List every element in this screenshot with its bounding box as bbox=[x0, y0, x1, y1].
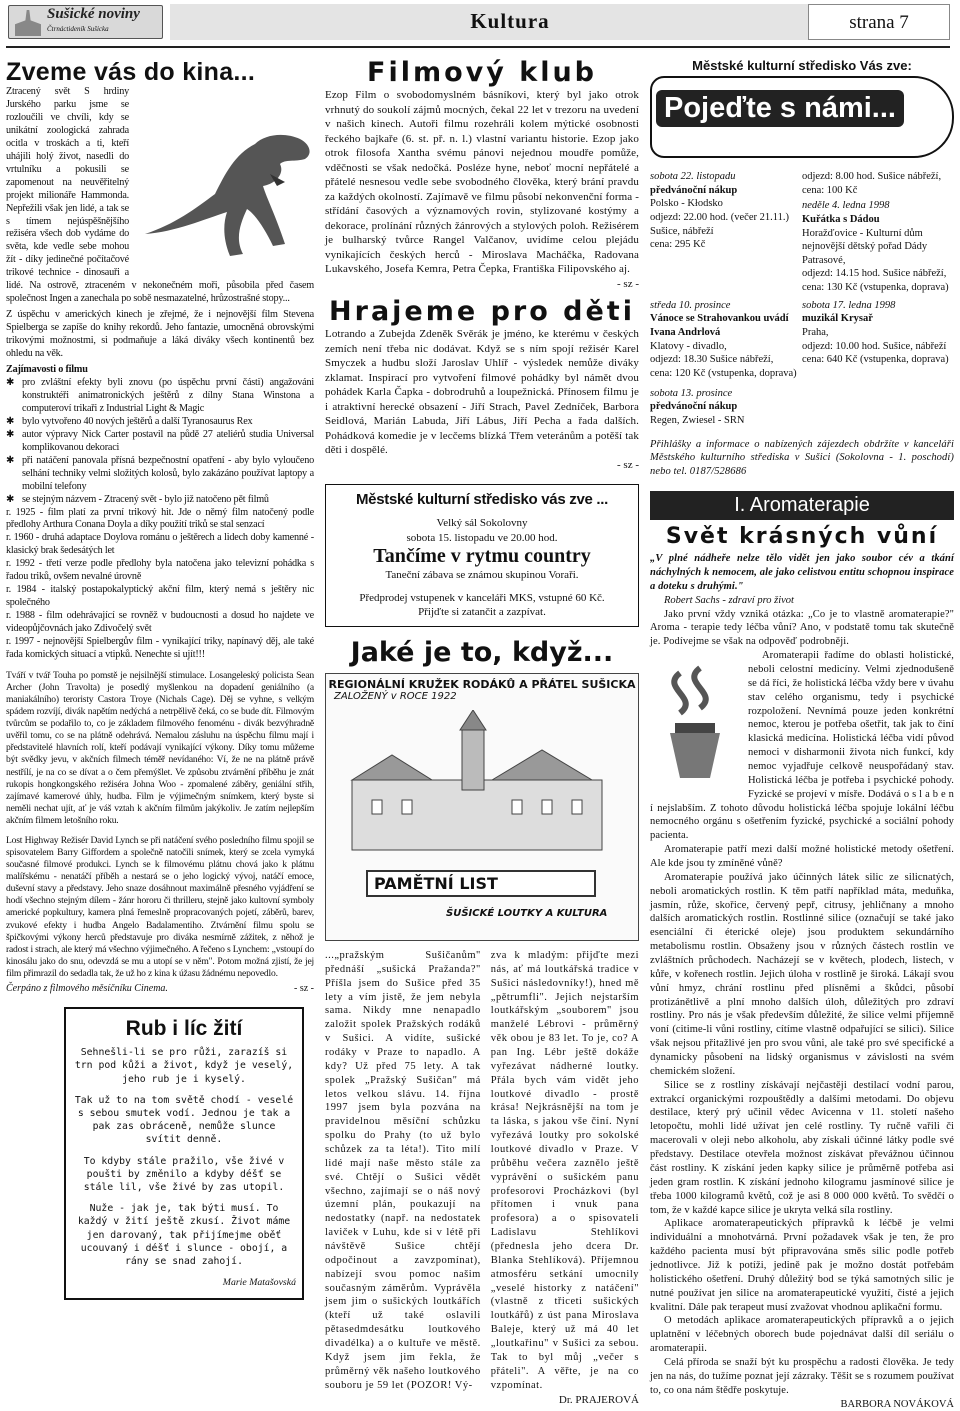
stamp-year: ZALOŽENÝ v ROCE 1922 bbox=[334, 690, 457, 702]
trip-date: sobota 17. ledna 1998 bbox=[802, 299, 896, 311]
trip-departure: odjezd: 8.00 hod. Sušice nábřeží, bbox=[802, 171, 942, 182]
poem-box bbox=[64, 1007, 304, 1300]
list-item: ✱ při natáčení panovala přísná bezpečnostní opatření - aby bylo vyloučeno selhání techniky velmi složitých kolosů, bylo zakázáno používat laptopy a mobilní telefony bbox=[6, 455, 314, 494]
trip-title: muzikál Krysař bbox=[802, 313, 873, 325]
trips-heading: Městské kulturní středisko Vás zve: bbox=[692, 58, 912, 73]
author-sign: - sz - bbox=[617, 277, 639, 290]
trip-title: Kuřátka s Dádou bbox=[802, 213, 880, 225]
column-trips bbox=[650, 58, 954, 1411]
list-item: r. 1992 - třetí verze podle předlohy byla natočena jako televizní pohádka s řadou triků, ovšem nevalné úrovně bbox=[6, 558, 314, 583]
ezop-text: Ezop Film o svobodomyslném básníkovi, který byl jako otrok vrhnutý do soukolí zájmů mocných, čekal 22 let v trezoru na uvedení v našich kinech. Autoři filmu rozehráli kolem mýtické osobnosti řeckého bajkaře (6. st. př. n. l.) vlastní variantu historie. Ezop jako otrok filosofa Xantha svému pánovi nejednou moudře pomůže, vděčnosti se však nedočká. Posléze hyne, neboť mocní nepřátelé a přátelé nesnesou vedle sebe svobodného člověka, který brání pravdu za každých okolností. Zajímavě ve filmu působí nekonvenční forma - střídání časových a významových rovin, stylizované kostýmy a dekorace, prolínání různých žánrových a stylových poloh. Režisérem je bulharský tvůrce Rangel Valčanov, uvidíme celou plejádu vynikajících českých herců - Miroslava Macháčka, Radovana Lukavského, Josefa Kemra, Petra Čepka, Františka Filipovského aj. bbox=[325, 89, 639, 276]
poem-stanza: To kdyby stále pražilo, vše živé v poušti by změnilo a kdyby déšť se stále lil, vše živé by zas utopil. bbox=[83, 1155, 285, 1194]
venue: Velký sál Sokolovny bbox=[436, 517, 528, 530]
list-item: r. 1925 - film platí za první trikový hit. Jde o němý film natočený podle předlohy Arthura Conana Doyla a díky použití triků se stal senzací bbox=[6, 506, 314, 531]
trip-price: cena: 295 Kč bbox=[650, 239, 706, 251]
quote-source: Robert Sachs - zdraví pro život bbox=[664, 594, 794, 606]
dinosaur-illustration bbox=[135, 114, 320, 264]
newspaper-logo bbox=[8, 5, 163, 39]
trip-departure: odjezd: 18.30 Sušice nábřeží, bbox=[650, 354, 774, 366]
list-item: ✱ autor výpravy Nick Carter postavil na půdě 27 ateliérů studia Universal komplikovanou dekoraci bbox=[6, 429, 314, 455]
trip-date: sobota 22. listopadu bbox=[650, 171, 736, 182]
mks-event-box bbox=[325, 484, 639, 627]
trip-place: Regen, Zwiesel - SRN bbox=[650, 414, 745, 426]
aroma-text: Aromaterapie používá jako účinných látek silic ze silicnatých, neboli aromatických rostlin. K těm patří například máta, meduňka, jasmín, růže, skořice, červený pepř, citrusy, jehličnany a mnoho dalších aromatických rostlin. Rostlinné silice (označují se také jako esenciální či éterické oleje) jsou produktem sekundárního metabolismu rostlin. Obsaženy jsou v různých částech rostlin ve zvláštních průchodech. Nacházejí se v květech, plodech, listech, v kůře, v kořenech rostlin. Jejich úloha v rostlině je široká. Lákají svou vůní hmyz, chrání rostlinu před plísněmi a škůdci, působí protizánětlivě a plní mnoho dalších úloh, důležitých pro zdraví rostliny. Pro nás je však především důležité, že silice velmi příjemně voní (citime-li vůni rostliny, cítíme vlastně odpařující se silici). Silice však nejsou přitažlivé jen pro svou vůni, ale také pro své specifické a dynamicky působení na lidský organismus v závislosti na svém chemickém složení. bbox=[650, 871, 954, 1077]
lost-world-text: Ztracený svět S hrdiny Jurského parku jsme se rozloučili ve chvíli, kdy se unikátní zoologická zahrada ocitla v troskách a ti, kteří uhájili holý život, nasedli do vrtulníku a pokusili se zapomenout na neuvěřitelný projekt milionáře Hammonda. Nepřežili však jen lidé, a tak se s tímem nejúspěšnějšího režiséra všech dob vydáme do světa, kde vedle sebe mohou žít - díky jedinečné počítačové trikové technice - dinosauři a lidé. Na ostrově, ztraceném v nekonečném moři, působila před časem společnost Ingen a zanechala po sobě nesmazatelné, hrůzostrašné stopy... bbox=[6, 86, 314, 305]
section-title: Kultura bbox=[470, 9, 550, 33]
trip-performer: Ivana Andrlová bbox=[650, 327, 721, 339]
church-icon bbox=[15, 10, 41, 36]
lotrando-text: Lotrando a Zubejda Zdeněk Svěrák je jméno, ke kterému v českých zemích není třeba nic dodávat. Když se s ním spojí režisér Karel Smyczek a hudbu složí Jaroslav Uhlíř - výsledek nemůže diváky zklamat. Inspirací pro vytvoření filmové pohádky byl námět dvou pohádek Karla Čapka - dobrodruhů a loupežnická. Přínosem filmu je i atraktivní herecké obsazení - Jiří Strach, Pavel Zedníček, Barbora Seidlová, Marián Labuda, Jiří Lábus, Jiří Pecha a řada dalších. Pohádková komedie je v lecčems blízká Třem veteránům a potěší tak děti i dospělé. bbox=[325, 328, 639, 457]
trip-stop: Sušice, nábřeží bbox=[650, 225, 714, 237]
list-item: r. 1960 - druhá adaptace Doylova románu o ještěrech a lidech doby kamenné - klasický brak šedesátých let bbox=[6, 532, 314, 557]
article-right: zva k mladým: přijďte mezi nás, ať má loutkářská tradice v Sušici následovníky!), hned mě „pětrumfli". Jejich nejstarším loutkářským „souborem" jsou manželé Lébrovi - průměrný věk obou je 83 let. To je, co? A pan Ing. Lébr ještě dokáže vyřezávat nádherné loutky. Přála bych vám vidět jeho loutkové divadlo - prostě krása! Nejkrásnější na tom je ta láska, s jakou vše činí. Nyní vyřezává loutky pro sokolské loutkové divadlo v Praze. V průběhu večera zaznělo ještě vyprávění o sušickém panu profesorovi Procházkovi (byl přítomen i vnuk pana profesora) a o spisovateli Ladislavu Stehlíkovi (přednesla jeho dcera Dr. Blanka Stehlíková). Příjemnou atmosféru setkání umocnily „veselé historky z natáčení" (vlastně z třiceti sušických loutkářů) z úst pana Miroslava Baleje, který už má 40 let „loutkařinu" v Sušici za sebou. Tak to byl můj „večer s přáteli". A věřte, je na co vzpomínat. bbox=[490, 949, 639, 1391]
list-item: ✱ se stejným názvem - Ztracený svět - bylo již natočeno pět filmů bbox=[6, 494, 314, 507]
event-date: sobota 15. listopadu ve 20.00 hod. bbox=[406, 531, 558, 544]
author-sign: - sz - bbox=[617, 458, 639, 471]
event-desc: Taneční zábava se známou skupinou Voraři. bbox=[385, 569, 579, 582]
source-note: Čerpáno z filmového měsíčníku Cinema. bbox=[6, 982, 168, 994]
trip-title: předvánoční nákup bbox=[650, 184, 738, 196]
header-rule bbox=[6, 46, 950, 48]
mks-heading: Městské kulturní středisko vás zve ... bbox=[355, 491, 609, 509]
trip-place: Horažďovice - Kulturní dům bbox=[802, 227, 923, 239]
list-item: r. 1997 - nejnovější Spielbergův film - vynikající triky, napínavý děj, ale také řada komických situací a vtipků. Nenechte si ujít!!! bbox=[6, 636, 314, 660]
list-item: ✱ bylo vytvořeno 40 nových ještěrů a další Tyranosaurus Rex bbox=[6, 416, 314, 429]
poem-title: Rub i líc žití bbox=[125, 1017, 243, 1041]
kids-title: Hrajeme pro děti bbox=[329, 296, 635, 328]
aroma-title: Svět krásných vůní bbox=[665, 524, 939, 550]
logo-subtitle: Čtrnáctideník Sušicka bbox=[47, 25, 109, 33]
aroma-text: Silice se z rostliny získávají nejčastěji destilací vodní parou, extrakcí organickými rozpouštědly a dalšími metodami. Do objevu destilace, který prý učinil vědec Avicenna v 11. století našeho letopočtu, mohli lidé užívat jen celé rostliny. Ty ručně vařili či macerovali v oleji nebo alkoholu, aby získali účinné látky podle své představy. Destilace otevřela možnost získávat převážnou účinnou část rostliny. K získání jeden kapky silice je průměrně potřeba asi jeden gram rostlin. K získání jednoho kilogramu jasmínové silice je třeba 1000 kilogramů květů, což je asi 8 000 000 květů. To svědčí o tom, že v každé kapce silice je ukryta velká síla rostliny. bbox=[650, 1079, 954, 1216]
trip-price: cena: 130 Kč (vstupenka, doprava) bbox=[802, 282, 949, 294]
trip-departure: odjezd: 14.15 hod. Sušice nábřeží, bbox=[802, 268, 947, 280]
stamp-title: PAMĚTNÍ LIST bbox=[366, 870, 596, 897]
trip-departure: odjezd: 10.00 hod. Sušice, nábřeží bbox=[802, 340, 947, 352]
face-off-text: Tváří v tvář Touha po pomstě je nejsilnější stimulace. Losangeleský policista Sean Archer (John Travolta) je posedlý myšlenkou na dopadení geniálního (a maniakálního) teroristy Castora Troye (Nichals Cage). Děj se vyhne, s velkým spádem rozvíjí, divák napětím nedýchá a netrpělivě čeká, co se bude dít. Filmovým tvůrcům se podařilo to, co je základem filmového fenoménu - divák bezvýhradně uvěřil tomu, co se na plátně odehrává. Nemalou zásluhu na úspěchu filmu mají i představitelé hlavních rolí, kteří podávají vynikající výkony. Díky tomu můžeme být svědky jevu, v akčních filmech téměř nevídaného: Ví, že ne na plátně právě nestřílí, je na co se dívat a o čem přemýšlet. Ve způsobu ztvárnění příběhu je znát rukopis hongkongského režiséra Johna Woo - zpomalené záběry, geniální střih, zajímavé kamerové úhly, hudba. Film je výjimečným snímkem, který byste si neměli nechat ujít, ať je váš vztah k akčním filmům jakýkoliv. Je zatím nejlepším akčním filmem letošního roku. bbox=[6, 669, 314, 826]
aroma-quote: „V plné nádheře nelze tělo vidět jen jako soubor cév a tkání náchylných k nemocem, ale jako celistvou entitu schopnou inspirace a doteku s druhými." bbox=[650, 553, 954, 592]
trips-note: Přihlášky a informace o nabízených zájezdech obdržíte v kanceláři Městského kulturního střediska v Sušici (Sokolovna - 1. poschodí) nebo tel. 0187/528686 bbox=[650, 438, 954, 478]
poem-stanza: Tak už to na tom světě chodí - veselé s sebou smutek vodí. Jednou je tak a pak zas obráceně, nemůže slunce svítit denně. bbox=[74, 1094, 294, 1146]
trip-date: neděle 4. ledna 1998 bbox=[802, 200, 890, 212]
trip-price: cena: 100 Kč bbox=[802, 184, 858, 196]
what-is-it-title: Jaké je to, když... bbox=[350, 636, 614, 668]
facts-heading: Zajímavosti o filmu bbox=[6, 364, 88, 376]
author-sign: Dr. PRAJEROVÁ bbox=[558, 1394, 639, 1407]
aroma-text: Jako první vždy vzniká otázka: „Co je to vlastně aromaterapie?" Aroma - terapie tedy léčba vůní? Ano, v podstatě tomu tak skutečně je. Podívejme se však na odpověď podrobněji. bbox=[650, 608, 954, 648]
column-film-club bbox=[325, 58, 639, 1408]
list-item: ✱ pro zvláštní efekty byli znovu (po úspěchu první části) angažováni konstruktéři animatronických ještěrů z dílny Stana Winstona a computeroví trikaři z Industrial Light & Magic bbox=[6, 377, 314, 416]
facts-list bbox=[6, 377, 314, 507]
trip-price: cena: 640 Kč (vstupenka, doprava) bbox=[802, 354, 949, 366]
trip-place: Praha, bbox=[802, 327, 829, 339]
page-header bbox=[0, 0, 960, 44]
column-cinema bbox=[6, 58, 314, 1300]
trips-table bbox=[650, 170, 954, 428]
event-invite: Přijďte si zatančit a zazpívat. bbox=[418, 606, 546, 619]
page-number: strana 7 bbox=[808, 4, 950, 40]
film-club-title: Filmový klub bbox=[367, 57, 597, 88]
trip-place: Polsko - Kłodsko bbox=[650, 198, 723, 210]
poem-stanza: Nuže - jak je, tak býti musí. To každý v žití ještě zkusí. Život máme jen darovaný, tak přijímejme oběť ucouvaný i déšť i slunce - obojí, a rány se snad zahojí. bbox=[77, 1203, 291, 1268]
trip-place: Klatovy - divadlo, bbox=[650, 340, 727, 352]
aroma-lamp-illustration bbox=[650, 653, 740, 793]
aroma-series-heading: I. Aromaterapie bbox=[650, 491, 954, 520]
trip-title: Vánoce se Strahovankou uvádí bbox=[650, 313, 789, 325]
aroma-text: Aromaterapie patří mezi další možné holistické metody ošetření. Ale kde jsou ty zmíněné vůně? bbox=[650, 844, 954, 870]
aroma-text: Aplikace aromaterapeutických přípravků k léčbě je velmi individuální a mnohotvárná. První požadavek však je ten, že pro každého pacienta musí být připravována směs silic podle potřeb jednotlivce. Již k potíži, jedině pak je možno dostát potřebám holistického ošetření. Druhý důležitý bod se týká samotných silic je nutné používat jen silice na aromaterapeutické využití, čisté a jejich kvalitní. Dále pak terapeut musí zvažovat vhodnou aplikační formu. bbox=[650, 1218, 954, 1313]
stamp-heading: REGIONÁLNÍ KRUŽEK RODÁKŮ A PŘÁTEL SUŠICKA bbox=[328, 677, 636, 691]
lost-highway-text: Lost Highway Režisér David Lynch se při natáčení svého posledního filmu spojil se spisovatelem Barry Giffordem a společně natočili snímek, který se zcela vymyká současné filmové produkci. Lynch se k filmovému plátnu chová jako k plátnu malířskému - nenatáčí příběh a nestará se o jeho logický vývoj, natáčí emoce, duševní stavy a představy. Jeho snaze dosáhnout maximálně přesného vyjádření se hodí všechno stejným dílem - žánr hororu či thrilleru, stejně jako kultovní symboly americké popkultury, kamera plná řemeslně propracovaných pojetí, záběrů, barev, zvukové efekty i hudba Angelo Badalamentiho. Ztvárnění filmu spolu se špičkovými výkony herců představuje pro diváka nesmírně zážitek, z něhož je radost i strach, ale který má všechno výjimečného. A řečeno s Lynchem: „vstoupí do kinosálu jako do snu, odevzdá se mu a utopí se v něm". Potom možná zjistí, že jej film přimrazil do sedadla tak, že už ho z kina k úžasu žádnému nepovedlo. bbox=[6, 834, 314, 979]
article-left: ...„pražským Sušičanům" přednáší „sušická Pražanda?" Příšla jsem do Sušice před 35 lety a vím jistě, že jem nebyla sama. Nikdy mne nenapadlo založit spolek Pražských rodáků v Sušici. A vidíte, sušické rodáky v Praze to napadlo. A kdy? Už před 75 lety. A tak spolek „Pražský Sušičan" má letos velkou slávu. 14. října 1997 jsem byla pozvána na pravidelnou měsíční schůzku spolku do Prahy (to už bylo schůzek za ta léta!). Tito milí lidé mají naše město stále za své. Chtějí o Sušici vědět všechno, zajímají se o náš nový územní plán, poukazují na nedostatky (např. na nedostatek laviček v Luhu, kde si v létě při návštěvě Sušice chtějí odpočinout a zavzpomínat), nabízejí svou pomoc našim současným záměrům. Vyprávěla jsem jim o sušických loutkářích (kteří už také oslavili pětasedmdesátku loutkového divadélka) a o kultuře ve městě. Když jsem jim řekla, že průměrný věk našeho loutkového souboru je 59 let (POZOR! Vý- bbox=[325, 949, 481, 1391]
list-item: r. 1988 - film odehrávající se rovněž v budoucnosti a dosud ho najdete ve videopůjčovnách jako Zdivočelý svět bbox=[6, 610, 314, 635]
event-title: Tančíme v rytmu country bbox=[373, 545, 591, 568]
trips-banner bbox=[650, 58, 954, 162]
town-drawing bbox=[332, 710, 632, 860]
aroma-text: O metodách aplikace aromaterapeutických přípravků a o jejich uplatnění v léčebných oborech bude pojednávat další díl seriálu o aromaterapii. bbox=[650, 1315, 954, 1355]
list-item: r. 1984 - italský postapokalyptický akční film, který nemá s ještěry nic společného bbox=[6, 584, 314, 609]
poem-stanza: Sehnešli-li se pro růži, zarazíš si trn pod kůži a život, když je veselý, jeho rub je i kyselý. bbox=[74, 1047, 294, 1085]
trip-title: předvánoční nákup bbox=[650, 401, 738, 413]
stamp-subtitle: ŠUŠICKÉ LOUTKY A KULTURA bbox=[446, 907, 608, 919]
trip-date: sobota 13. prosince bbox=[650, 387, 733, 399]
poem-author: Marie Matašovská bbox=[222, 1277, 296, 1289]
trip-desc: nejnovější dětský pořad Dády Patrasové, bbox=[802, 241, 928, 266]
aroma-text: Celá příroda se snaží být ku prospěchu a radosti člověka. Je tedy jen na nás, do tužíme poznat její zázraky. Těšit se s rozumem používat to, co ona nám štědře poskytuje. bbox=[650, 1356, 954, 1396]
years-list bbox=[6, 507, 314, 662]
cinema-title: Zveme vás do kina... bbox=[6, 58, 256, 86]
tickets-info: Předprodej vstupenek v kanceláři MKS, vstupné 60 Kč. bbox=[359, 591, 605, 604]
trip-departure: odjezd: 22.00 hod. (večer 21.11.) bbox=[650, 211, 789, 223]
trip-price: cena: 120 Kč (vstupenka, doprava) bbox=[650, 367, 797, 379]
author-sign: BARBORA NOVÁKOVÁ bbox=[840, 1398, 954, 1410]
author-sign: - sz - bbox=[294, 982, 314, 994]
logo-title: Sušické noviny bbox=[47, 6, 140, 22]
trips-slogan: Pojeďte s námi... bbox=[656, 90, 904, 127]
aroma-text: Aromaterapii řadíme do oblasti holistické, neboli celostní medicíny. Velmi zjednodušeně se dá říci, že holistická léčba vždy bere v úvahu stav celého organismu, tedy i psychické rozpoložení. Nevnímá pouze jeden konkrétní nemoc, kterou je potřeba ošetřit, tak jak to činí klasická medicína. Holistická léčba vidí původ nemoci v disharmonii života nich funkcí, kdy nemoc vyjadřuje celkově neuspořádaný stav. Holistická léčba je potřeba i psychické pohody. Fyzické se projeví v mísře. Dodává o s l a b e n í nejslabším. Z tohoto důvodu holistická léčba spojuje lokální léčbu nemocného orgánu s ošetřením fyzické, psychické a sociální pohody pacienta. bbox=[650, 650, 954, 842]
memorial-sheet-image bbox=[325, 673, 639, 941]
lost-world-text-2: Z úspěchu v amerických kinech je zřejmé, že i nejnovější film Stevena Spielberga se zapíše do knihy rekordů. Jeho fantazie, umocněná obrovskými trikovými možnostmi, si podmaňuje a láká diváky všech kontinentů bez ohledu na věk. bbox=[6, 309, 314, 360]
trip-date: středa 10. prosince bbox=[650, 299, 731, 311]
